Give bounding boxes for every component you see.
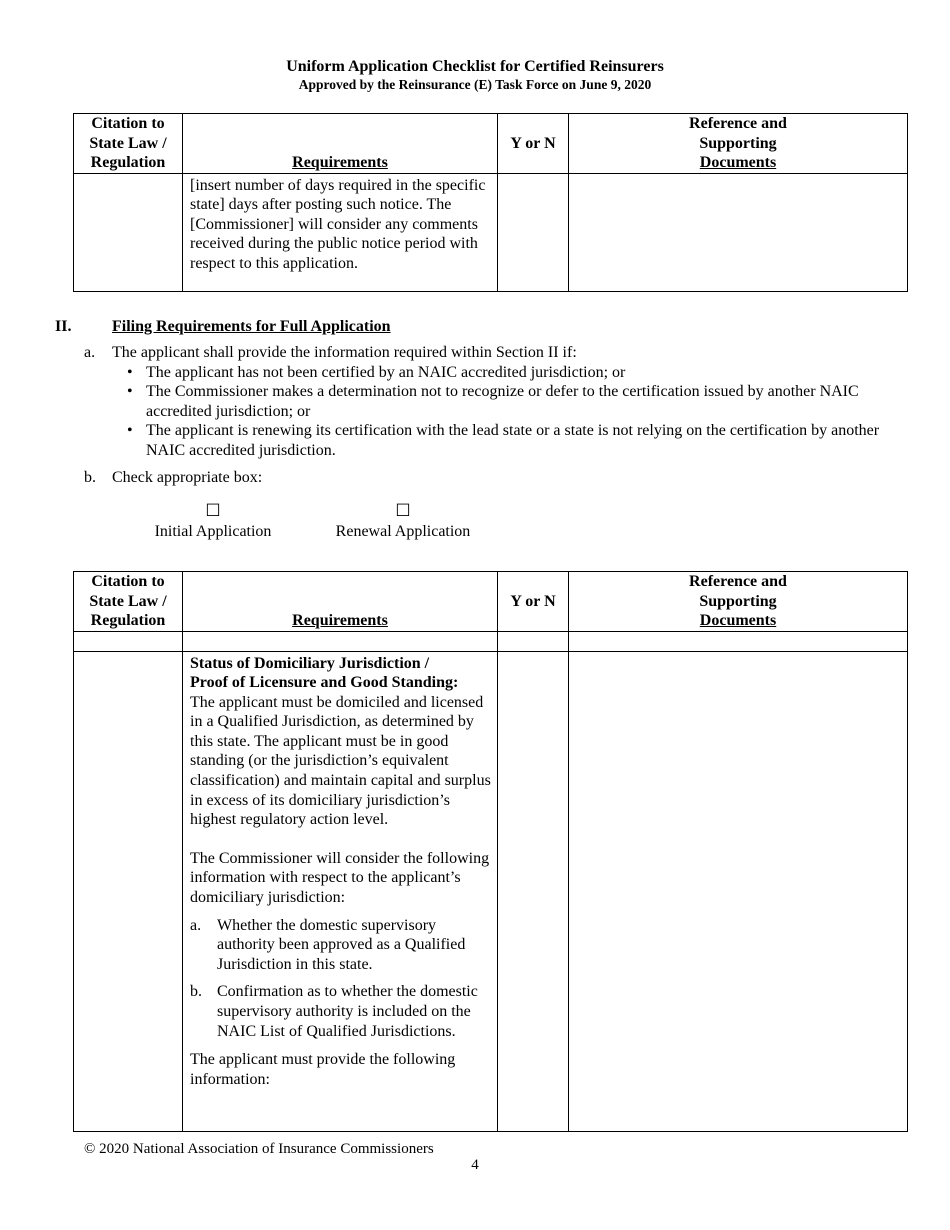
item-b: b. Check appropriate box: [84, 468, 263, 486]
requirement-paragraph: The applicant must provide the following information: [190, 1051, 456, 1088]
citation-cell[interactable] [74, 631, 183, 651]
table-row [74, 651, 908, 1131]
document-title: Uniform Application Checklist for Certified Reinsurers [286, 58, 664, 75]
citation-header: Citation to State Law / Regulation [74, 572, 183, 632]
citation-header: Citation to State Law / Regulation [74, 114, 183, 174]
requirement-heading: Proof of Licensure and Good Standing: [190, 674, 459, 692]
yn-cell[interactable] [498, 631, 569, 651]
list-item: • The Commissioner makes a determination not to recognize or defer to the certification issued by another NAIC accredited jurisdiction; or [127, 383, 859, 420]
list-item: • The applicant is renewing its certification with the lead state or a state is not relying on the certification by another NAIC accredited jurisdiction. [127, 422, 880, 459]
criteria-list [84, 363, 884, 461]
requirement-paragraph: The Commissioner will consider the following information with respect to the applicant’s domiciliary jurisdiction: [190, 849, 490, 907]
initial-application-checkbox[interactable]: ☐ [205, 501, 221, 520]
yn-cell[interactable] [498, 173, 569, 291]
table-header-row [74, 572, 908, 632]
renewal-application-option[interactable] [328, 500, 478, 542]
initial-application-option[interactable] [148, 500, 278, 542]
citation-cell[interactable] [74, 651, 183, 1131]
citation-cell[interactable] [74, 173, 183, 291]
document-subtitle: Approved by the Reinsurance (E) Task Force on June 9, 2020 [298, 77, 652, 92]
requirement-cell [183, 631, 498, 651]
section-body [84, 343, 884, 487]
requirements-header: Requirements [183, 572, 498, 632]
yn-header: Y or N [498, 114, 569, 174]
document-header [0, 57, 950, 93]
item-a: a. The applicant shall provide the information required within Section II if: [84, 344, 577, 361]
requirement-cell [183, 651, 498, 1131]
renewal-application-checkbox[interactable]: ☐ [395, 501, 411, 520]
initial-application-label: Initial Application [154, 523, 272, 540]
requirement-cell [183, 173, 498, 291]
reference-cell[interactable] [569, 631, 908, 651]
yn-cell[interactable] [498, 651, 569, 1131]
table-row [74, 631, 908, 651]
checklist-table-2 [73, 571, 908, 1132]
reference-header: Reference and Supporting Documents [569, 572, 908, 632]
renewal-application-label: Renewal Application [335, 523, 471, 540]
checklist-table-1 [73, 113, 908, 292]
requirement-paragraph: The applicant must be domiciled and licensed in a Qualified Jurisdiction, as determined by this state. The applicant must be in good standing (or the jurisdiction’s equivalent classification) and maintain capital and surplus in excess of its domiciliary jurisdiction’s highest regulatory action level. [190, 693, 491, 829]
requirement-text: [insert number of days required in the specific state] days after posting such notice. The [Commissioner] will consider any comments received during the public notice period with respect to this application. [190, 176, 486, 272]
table-row [74, 173, 908, 291]
requirements-header: Requirements [183, 114, 498, 174]
list-item: • The applicant has not been certified by an NAIC accredited jurisdiction; or [127, 363, 626, 381]
table-header-row [74, 114, 908, 174]
list-item: a. Whether the domestic supervisory authority been approved as a Qualified Jurisdiction in this state. [190, 916, 466, 973]
list-item: b. Confirmation as to whether the domestic supervisory authority is included on the NAIC List of Qualified Jurisdictions. [190, 983, 478, 1040]
section-heading: II. Filing Requirements for Full Application [55, 318, 391, 335]
yn-header: Y or N [498, 572, 569, 632]
copyright-notice: © 2020 National Association of Insurance Commissioners [84, 1141, 434, 1157]
reference-header: Reference and Supporting Documents [569, 114, 908, 174]
reference-cell[interactable] [569, 651, 908, 1131]
reference-cell[interactable] [569, 173, 908, 291]
requirement-heading: Status of Domiciliary Jurisdiction / [190, 654, 430, 672]
page-number: 4 [471, 1157, 479, 1173]
